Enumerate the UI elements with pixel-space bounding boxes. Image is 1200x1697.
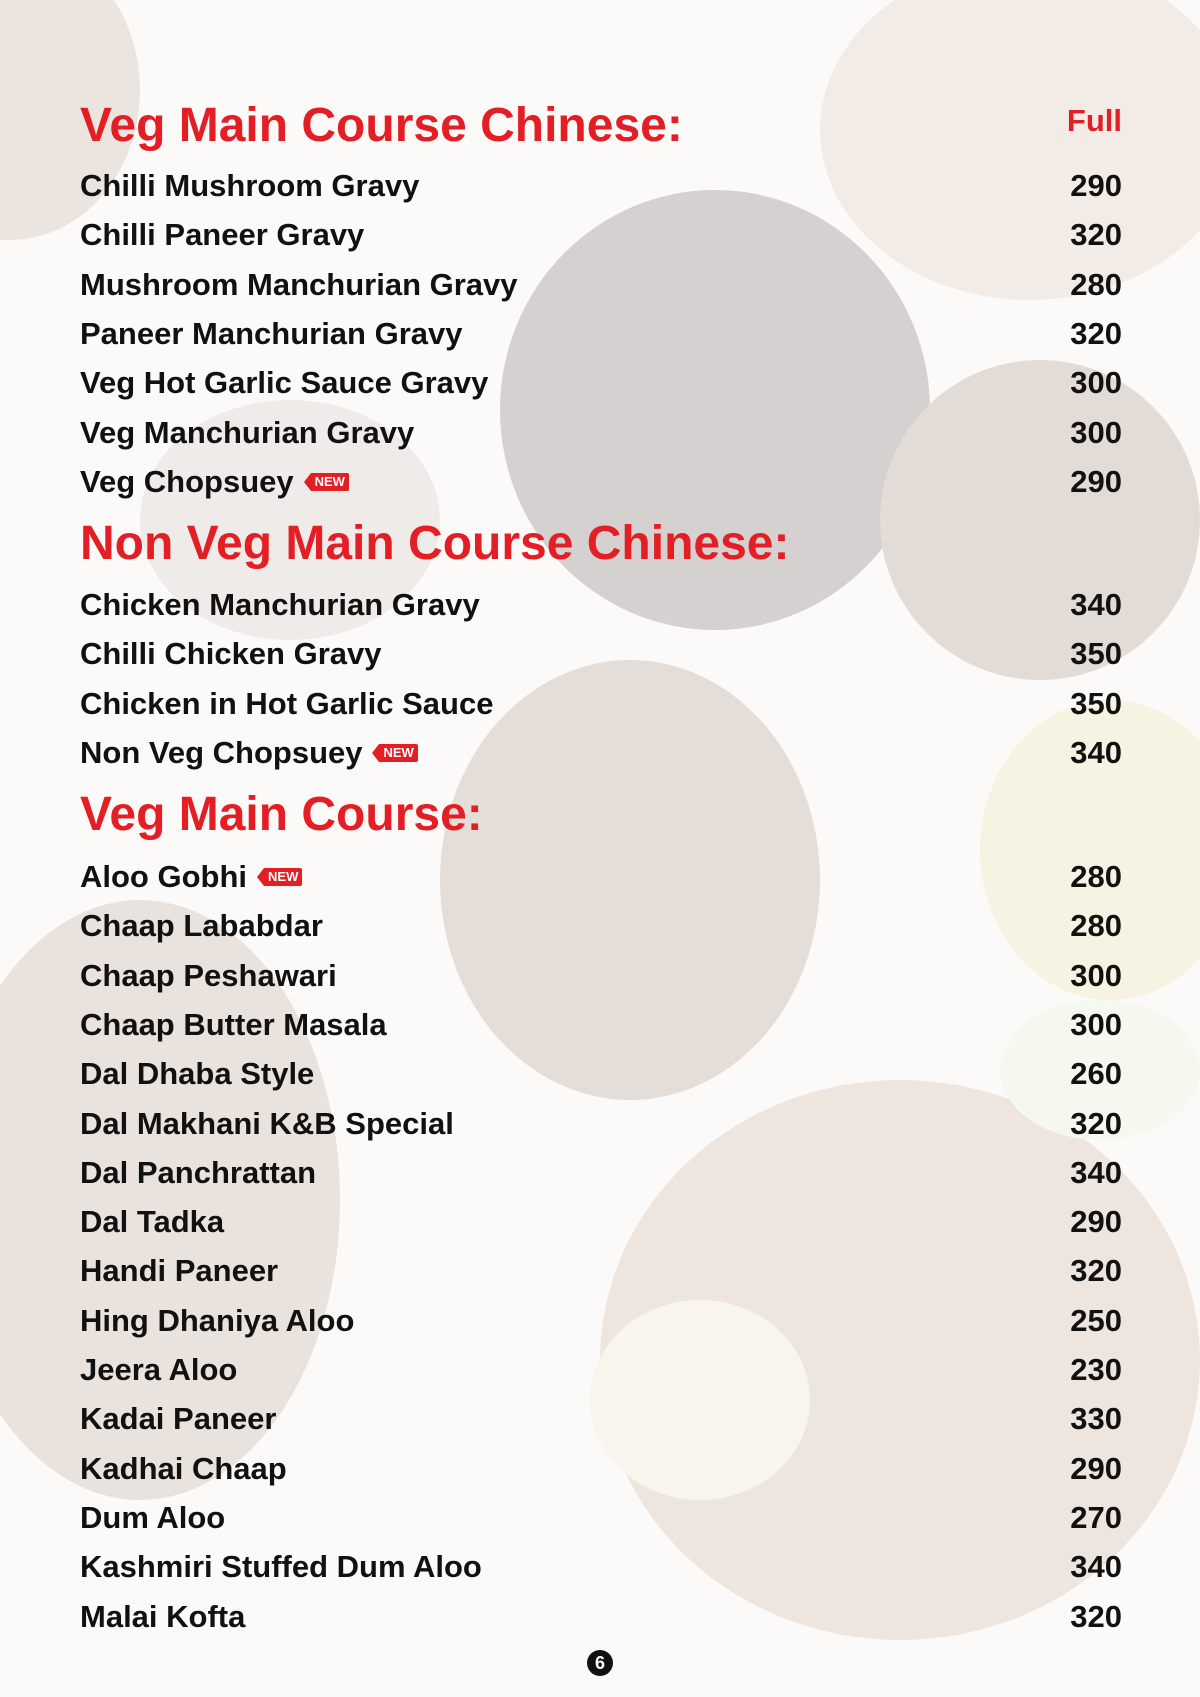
menu-item-row — [80, 632, 1122, 676]
section-title: Non Veg Main Course Chinese: — [80, 517, 790, 570]
menu-item-price: 280 — [1070, 266, 1122, 302]
menu-item-label: Chaap Lababdar — [80, 908, 323, 944]
menu-item-label: Kadhai Chaap — [80, 1450, 287, 1486]
menu-item-row — [80, 411, 1122, 455]
menu-item-label: Malai Kofta — [80, 1598, 246, 1634]
menu-item-name — [80, 1204, 224, 1240]
menu-item-price: 250 — [1070, 1302, 1122, 1338]
menu-item-row — [80, 1545, 1122, 1589]
menu-item-label: Chicken Manchurian Gravy — [80, 587, 480, 622]
menu-item-price: 290 — [1070, 1450, 1122, 1486]
menu-item-name — [80, 1056, 314, 1092]
menu-item-row — [80, 1102, 1122, 1146]
new-badge-text: NEW — [264, 868, 302, 886]
menu-item-label: Chilli Paneer Gravy — [80, 217, 365, 253]
menu-item-label: Veg Manchurian Gravy — [80, 414, 415, 450]
menu-item-price: 280 — [1070, 908, 1122, 944]
menu-item-name — [80, 168, 419, 204]
menu-item-row — [80, 1249, 1122, 1293]
menu-item-price: 320 — [1070, 315, 1122, 351]
menu-item-price: 340 — [1070, 587, 1122, 622]
menu-item-price: 230 — [1070, 1352, 1122, 1387]
menu-item-label: Chaap Butter Masala — [80, 1006, 387, 1042]
menu-item-price: 340 — [1070, 1549, 1122, 1585]
menu-item-name — [80, 1401, 276, 1437]
menu-item-label: Dal Panchrattan — [80, 1154, 317, 1190]
menu-item-label: Kadai Paneer — [80, 1401, 277, 1437]
menu-item-price: 320 — [1070, 1105, 1122, 1141]
menu-item-label: Mushroom Manchurian Gravy — [80, 266, 518, 302]
menu-item-label: Handi Paneer — [80, 1253, 279, 1289]
menu-item-row — [80, 1151, 1122, 1195]
menu-item-label: Chaap Peshawari — [80, 957, 337, 993]
menu-item-label: Hing Dhaniya Aloo — [80, 1302, 355, 1338]
menu-item-price: 340 — [1070, 734, 1122, 770]
menu-item-label: Jeera Aloo — [80, 1352, 238, 1387]
menu-item-name — [80, 735, 418, 771]
menu-item-row — [80, 312, 1122, 356]
menu-item-label: Chilli Mushroom Gravy — [80, 168, 420, 203]
menu-item-label: Veg Chopsuey — [80, 463, 294, 499]
menu-item-price: 300 — [1070, 414, 1122, 450]
menu-item-label: Aloo Gobhi — [80, 859, 248, 894]
menu-item-name — [80, 415, 414, 451]
menu-item-price: 270 — [1070, 1499, 1122, 1535]
menu-item-row — [80, 1003, 1122, 1047]
menu-item-name — [80, 1253, 278, 1289]
menu-item-name — [80, 1007, 387, 1043]
menu-item-label: Chilli Chicken Gravy — [80, 636, 382, 672]
menu-item-name — [80, 636, 382, 672]
menu-item-name — [80, 1500, 225, 1536]
menu-item-label: Dal Dhaba Style — [80, 1056, 315, 1092]
menu-item-price: 320 — [1070, 217, 1122, 253]
menu-item-name — [80, 958, 337, 994]
menu-item-label: Dum Aloo — [80, 1499, 226, 1535]
menu-item-row — [80, 855, 1122, 899]
menu-item-row — [80, 1397, 1122, 1441]
menu-item-row — [80, 1496, 1122, 1540]
menu-item-row — [80, 904, 1122, 948]
section-title: Veg Main Course: — [80, 788, 483, 841]
menu-item-name — [80, 365, 488, 401]
menu-item-label: Kashmiri Stuffed Dum Aloo — [80, 1549, 482, 1585]
menu-item-name — [80, 1303, 354, 1339]
menu-item-label: Veg Hot Garlic Sauce Gravy — [80, 365, 489, 401]
menu-item-row — [80, 1052, 1122, 1096]
menu-item-row — [80, 682, 1122, 726]
menu-item-row — [80, 954, 1122, 998]
menu-item-price: 300 — [1070, 1006, 1122, 1042]
new-badge-icon — [257, 868, 302, 886]
new-badge-text: NEW — [311, 473, 349, 491]
menu-item-row — [80, 1348, 1122, 1392]
menu-item-name — [80, 1451, 287, 1487]
new-badge-text: NEW — [379, 744, 417, 762]
menu-item-row — [80, 213, 1122, 257]
menu-item-name — [80, 587, 480, 623]
menu-item-row — [80, 263, 1122, 307]
menu-item-row — [80, 1200, 1122, 1244]
menu-item-row — [80, 1299, 1122, 1343]
menu-item-label: Dal Makhani K&B Special — [80, 1105, 454, 1141]
page-number: 6 — [587, 1650, 613, 1676]
menu-item-row — [80, 164, 1122, 208]
menu-item-price: 300 — [1070, 365, 1122, 401]
menu-item-row — [80, 731, 1122, 775]
menu-item-price: 320 — [1070, 1598, 1122, 1634]
menu-page — [80, 0, 1122, 1697]
menu-item-name — [80, 1106, 454, 1142]
menu-item-price: 280 — [1070, 859, 1122, 894]
menu-item-label: Paneer Manchurian Gravy — [80, 315, 463, 351]
menu-item-price: 350 — [1070, 636, 1122, 672]
menu-item-name — [80, 859, 302, 895]
menu-item-price: 330 — [1070, 1401, 1122, 1437]
new-badge-icon — [304, 473, 349, 491]
menu-item-price: 350 — [1070, 685, 1122, 721]
menu-item-row — [80, 361, 1122, 405]
size-column-label: Full — [1066, 103, 1122, 138]
section-header — [80, 787, 1122, 843]
menu-item-label: Dal Tadka — [80, 1204, 225, 1240]
section-header — [80, 98, 1122, 154]
menu-item-name — [80, 686, 493, 722]
menu-item-price: 340 — [1070, 1154, 1122, 1190]
menu-item-name — [80, 1155, 316, 1191]
section-title: Veg Main Course Chinese: — [80, 99, 683, 152]
section-header — [80, 516, 1122, 572]
menu-item-label: Chicken in Hot Garlic Sauce — [80, 685, 494, 721]
menu-item-price: 290 — [1070, 463, 1122, 499]
menu-item-price: 290 — [1070, 168, 1122, 203]
new-badge-icon — [372, 744, 417, 762]
menu-item-price: 260 — [1070, 1056, 1122, 1092]
menu-item-price: 300 — [1070, 957, 1122, 993]
menu-item-name — [80, 1549, 482, 1585]
menu-item-row — [80, 583, 1122, 627]
menu-item-name — [80, 908, 323, 944]
menu-item-row — [80, 1447, 1122, 1491]
menu-item-label: Non Veg Chopsuey — [80, 734, 363, 770]
menu-item-row — [80, 460, 1122, 504]
menu-item-name — [80, 217, 364, 253]
menu-item-row — [80, 1595, 1122, 1639]
menu-item-name — [80, 267, 518, 303]
menu-item-price: 290 — [1070, 1204, 1122, 1240]
menu-item-name — [80, 1352, 237, 1388]
menu-item-name — [80, 464, 349, 500]
menu-item-price: 320 — [1070, 1253, 1122, 1289]
menu-item-name — [80, 316, 463, 352]
menu-item-name — [80, 1599, 245, 1635]
